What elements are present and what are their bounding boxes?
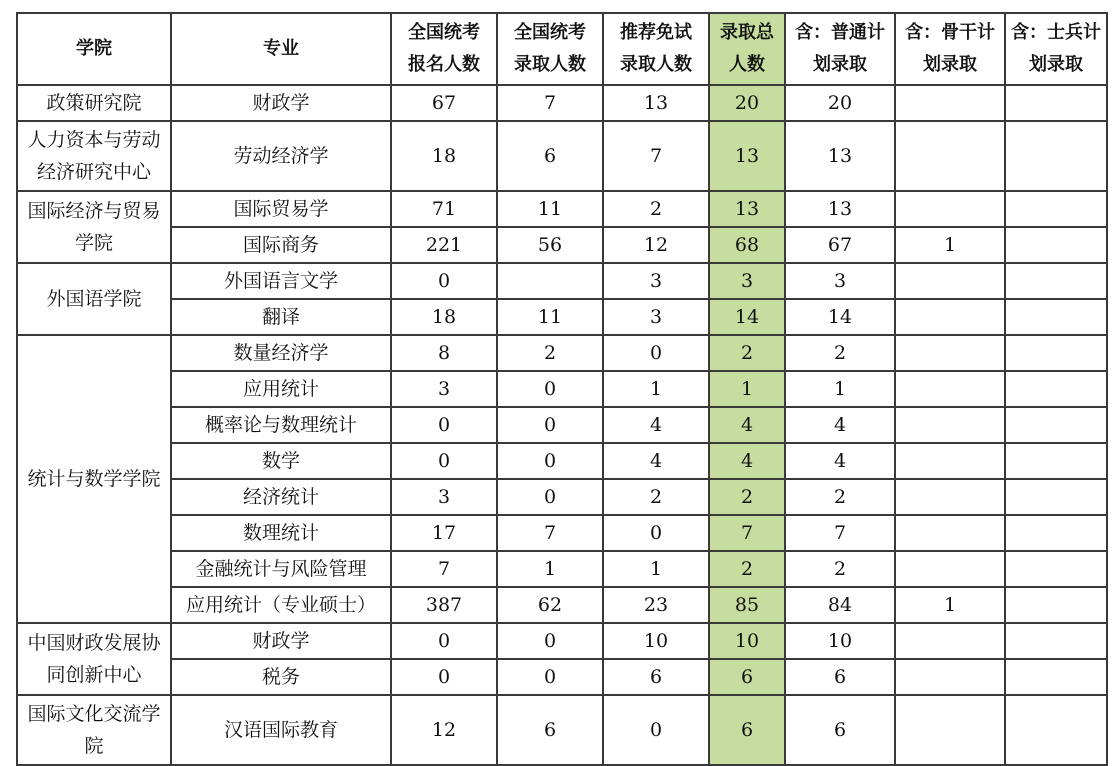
header-admit: 全国统考 录取人数	[497, 13, 603, 85]
admit-cell: 0	[497, 479, 603, 515]
college-cell: 外国语学院	[17, 263, 171, 335]
backbone-cell: 1	[895, 587, 1005, 623]
exempt-cell: 1	[603, 551, 709, 587]
table-row	[17, 479, 1107, 515]
soldier-cell	[1005, 515, 1107, 551]
total-cell: 6	[709, 659, 785, 695]
total-cell: 14	[709, 299, 785, 335]
major-cell: 外国语言文学	[171, 263, 391, 299]
major-cell: 国际商务	[171, 227, 391, 263]
major-cell: 数学	[171, 443, 391, 479]
admit-cell: 0	[497, 407, 603, 443]
backbone-cell	[895, 551, 1005, 587]
total-cell: 13	[709, 121, 785, 191]
soldier-cell	[1005, 443, 1107, 479]
exempt-cell: 0	[603, 515, 709, 551]
table-row	[17, 551, 1107, 587]
header-major: 专业	[171, 13, 391, 85]
admit-cell: 0	[497, 443, 603, 479]
regular-cell: 4	[785, 407, 895, 443]
soldier-cell	[1005, 191, 1107, 227]
total-cell: 20	[709, 85, 785, 121]
table-row	[17, 335, 1107, 371]
apply-cell: 67	[391, 85, 497, 121]
total-cell: 7	[709, 515, 785, 551]
regular-cell: 2	[785, 479, 895, 515]
admit-cell: 11	[497, 191, 603, 227]
admit-cell: 7	[497, 515, 603, 551]
regular-cell: 13	[785, 121, 895, 191]
backbone-cell	[895, 263, 1005, 299]
backbone-cell	[895, 191, 1005, 227]
apply-cell: 18	[391, 299, 497, 335]
backbone-cell	[895, 371, 1005, 407]
major-cell: 国际贸易学	[171, 191, 391, 227]
backbone-cell	[895, 121, 1005, 191]
regular-cell: 3	[785, 263, 895, 299]
soldier-cell	[1005, 371, 1107, 407]
admit-cell: 0	[497, 659, 603, 695]
exempt-cell: 1	[603, 371, 709, 407]
backbone-cell	[895, 515, 1005, 551]
header-college: 学院	[17, 13, 171, 85]
major-cell: 翻译	[171, 299, 391, 335]
table-row	[17, 371, 1107, 407]
total-cell: 2	[709, 551, 785, 587]
admit-cell	[497, 263, 603, 299]
major-cell: 财政学	[171, 623, 391, 659]
regular-cell: 2	[785, 551, 895, 587]
major-cell: 财政学	[171, 85, 391, 121]
exempt-cell: 2	[603, 191, 709, 227]
regular-cell: 2	[785, 335, 895, 371]
major-cell: 应用统计	[171, 371, 391, 407]
exempt-cell: 10	[603, 623, 709, 659]
college-cell: 国际经济与贸易学院	[17, 191, 171, 263]
soldier-cell	[1005, 407, 1107, 443]
total-cell: 3	[709, 263, 785, 299]
exempt-cell: 0	[603, 335, 709, 371]
exempt-cell: 12	[603, 227, 709, 263]
major-cell: 劳动经济学	[171, 121, 391, 191]
college-cell: 国际文化交流学院	[17, 695, 171, 765]
admit-cell: 2	[497, 335, 603, 371]
regular-cell: 1	[785, 371, 895, 407]
admit-cell: 62	[497, 587, 603, 623]
table-row	[17, 515, 1107, 551]
apply-cell: 3	[391, 479, 497, 515]
backbone-cell: 1	[895, 227, 1005, 263]
soldier-cell	[1005, 335, 1107, 371]
apply-cell: 12	[391, 695, 497, 765]
total-cell: 4	[709, 407, 785, 443]
apply-cell: 0	[391, 659, 497, 695]
major-cell: 应用统计（专业硕士）	[171, 587, 391, 623]
exempt-cell: 13	[603, 85, 709, 121]
apply-cell: 71	[391, 191, 497, 227]
backbone-cell	[895, 85, 1005, 121]
college-cell: 中国财政发展协同创新中心	[17, 623, 171, 695]
soldier-cell	[1005, 695, 1107, 765]
regular-cell: 6	[785, 695, 895, 765]
header-total: 录取总 人数	[709, 13, 785, 85]
exempt-cell: 4	[603, 443, 709, 479]
apply-cell: 387	[391, 587, 497, 623]
regular-cell: 84	[785, 587, 895, 623]
admit-cell: 7	[497, 85, 603, 121]
table-row	[17, 85, 1107, 121]
exempt-cell: 7	[603, 121, 709, 191]
soldier-cell	[1005, 263, 1107, 299]
apply-cell: 18	[391, 121, 497, 191]
regular-cell: 13	[785, 191, 895, 227]
table-row	[17, 121, 1107, 191]
major-cell: 数量经济学	[171, 335, 391, 371]
header-regular: 含：普通计 划录取	[785, 13, 895, 85]
exempt-cell: 0	[603, 695, 709, 765]
admit-cell: 6	[497, 121, 603, 191]
exempt-cell: 3	[603, 263, 709, 299]
soldier-cell	[1005, 85, 1107, 121]
total-cell: 1	[709, 371, 785, 407]
apply-cell: 0	[391, 263, 497, 299]
backbone-cell	[895, 335, 1005, 371]
table-row	[17, 299, 1107, 335]
header-backbone: 含：骨干计 划录取	[895, 13, 1005, 85]
backbone-cell	[895, 407, 1005, 443]
total-cell: 2	[709, 335, 785, 371]
apply-cell: 3	[391, 371, 497, 407]
apply-cell: 7	[391, 551, 497, 587]
total-cell: 85	[709, 587, 785, 623]
regular-cell: 4	[785, 443, 895, 479]
exempt-cell: 3	[603, 299, 709, 335]
total-cell: 10	[709, 623, 785, 659]
major-cell: 税务	[171, 659, 391, 695]
soldier-cell	[1005, 299, 1107, 335]
soldier-cell	[1005, 121, 1107, 191]
exempt-cell: 2	[603, 479, 709, 515]
exempt-cell: 4	[603, 407, 709, 443]
admit-cell: 6	[497, 695, 603, 765]
regular-cell: 67	[785, 227, 895, 263]
backbone-cell	[895, 443, 1005, 479]
regular-cell: 14	[785, 299, 895, 335]
header-exempt: 推荐免试 录取人数	[603, 13, 709, 85]
regular-cell: 6	[785, 659, 895, 695]
apply-cell: 0	[391, 407, 497, 443]
admit-cell: 0	[497, 623, 603, 659]
total-cell: 2	[709, 479, 785, 515]
apply-cell: 8	[391, 335, 497, 371]
major-cell: 经济统计	[171, 479, 391, 515]
backbone-cell	[895, 479, 1005, 515]
regular-cell: 20	[785, 85, 895, 121]
backbone-cell	[895, 695, 1005, 765]
header-apply: 全国统考 报名人数	[391, 13, 497, 85]
table-row	[17, 227, 1107, 263]
apply-cell: 0	[391, 623, 497, 659]
total-cell: 4	[709, 443, 785, 479]
total-cell: 6	[709, 695, 785, 765]
admit-cell: 11	[497, 299, 603, 335]
admit-cell: 1	[497, 551, 603, 587]
soldier-cell	[1005, 479, 1107, 515]
admit-cell: 56	[497, 227, 603, 263]
table-row	[17, 695, 1107, 765]
regular-cell: 10	[785, 623, 895, 659]
table-row	[17, 443, 1107, 479]
backbone-cell	[895, 623, 1005, 659]
regular-cell: 7	[785, 515, 895, 551]
soldier-cell	[1005, 227, 1107, 263]
soldier-cell	[1005, 587, 1107, 623]
college-cell: 统计与数学学院	[17, 335, 171, 623]
apply-cell: 0	[391, 443, 497, 479]
admit-cell: 0	[497, 371, 603, 407]
soldier-cell	[1005, 551, 1107, 587]
header-soldier: 含：士兵计 划录取	[1005, 13, 1107, 85]
table-row	[17, 191, 1107, 227]
college-cell: 人力资本与劳动经济研究中心	[17, 121, 171, 191]
table-row	[17, 587, 1107, 623]
table-row	[17, 623, 1107, 659]
apply-cell: 17	[391, 515, 497, 551]
major-cell: 数理统计	[171, 515, 391, 551]
soldier-cell	[1005, 659, 1107, 695]
table-row	[17, 407, 1107, 443]
table-body	[17, 85, 1107, 765]
total-cell: 68	[709, 227, 785, 263]
backbone-cell	[895, 299, 1005, 335]
admission-table	[16, 12, 1108, 766]
backbone-cell	[895, 659, 1005, 695]
apply-cell: 221	[391, 227, 497, 263]
exempt-cell: 23	[603, 587, 709, 623]
total-cell: 13	[709, 191, 785, 227]
major-cell: 概率论与数理统计	[171, 407, 391, 443]
major-cell: 汉语国际教育	[171, 695, 391, 765]
soldier-cell	[1005, 623, 1107, 659]
college-cell: 政策研究院	[17, 85, 171, 121]
table-row	[17, 659, 1107, 695]
header-row	[17, 13, 1107, 85]
exempt-cell: 6	[603, 659, 709, 695]
table-row	[17, 263, 1107, 299]
major-cell: 金融统计与风险管理	[171, 551, 391, 587]
